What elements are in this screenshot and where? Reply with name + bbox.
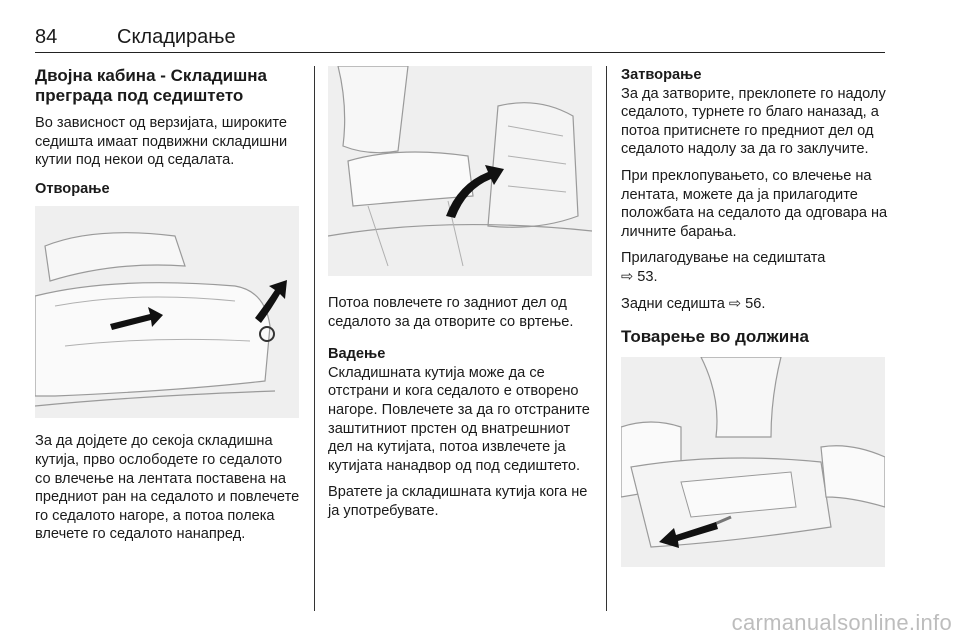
belt-paragraph: При преклопувањето, со влечење на лентата, можете да ја прилагодите положбата на седалото да одговара на личните барања. [621,167,888,240]
column-divider-left [314,66,315,611]
page-ref-icon: ⇨ [728,294,742,312]
column-3 [621,66,889,581]
opening-heading: Отворање [35,180,110,197]
page-header [35,26,885,53]
watermark: carmanualsonline.info [731,610,952,635]
page-number: 84 [35,26,58,48]
intro-paragraph: Во зависност од верзијата, широките седишта имаат подвижни складишни кутии под некои од седалата. [35,115,288,169]
figure-long-loading [621,357,885,567]
rear-reference [621,295,889,314]
adjust-reference [621,249,889,286]
removal-paragraph: Складишната кутија може да се отстрани и кога седалото е отворено нагоре. Повлечете за да го отстраните заштитниот прстен од внатрешниот дел на кутијата, потоа извлечете ја кутијата нанадвор од под седиштето. [328,364,590,474]
column-1 [35,66,301,552]
figure-seat-rotate [328,66,592,276]
section-title: Двојна кабина - Складишна преграда под седиштето [35,66,268,105]
adjust-page: 53. [633,268,658,285]
column-divider-right [606,66,607,611]
opening-paragraph: За да дојдете до секоја складишна кутија, прво ослободете го седалото со влечење на лентата поставена на предниот ран на седалото и повлечете го седалото нагоре, а потоа полека влечете го седалото нанапред. [35,433,300,543]
return-paragraph: Вратете ја складишната кутија кога не ја употребувате. [328,484,588,519]
figure-seat-strap [35,206,299,418]
closing-heading: Затворање [621,67,702,83]
loading-heading: Товарење во должина [621,327,809,347]
rear-page: 56. [741,295,766,312]
removal-heading: Вадење [328,346,386,363]
page-ref-icon: ⇨ [621,267,634,285]
chapter-title: Складирање [117,26,236,48]
closing-paragraph: За да затворите, преклопете го надолу седалото, турнете го благо наназад, а потоа притиснете го предниот дел од седалото надолу за да го заклучите. [621,85,886,158]
pull-paragraph: Потоа повлечете го задниот дел од седалото за да отворите со вртење. [328,295,574,330]
rear-label: Задни седишта [621,295,729,312]
column-2 [328,66,593,529]
adjust-label: Прилагодување на седиштата [621,250,826,267]
